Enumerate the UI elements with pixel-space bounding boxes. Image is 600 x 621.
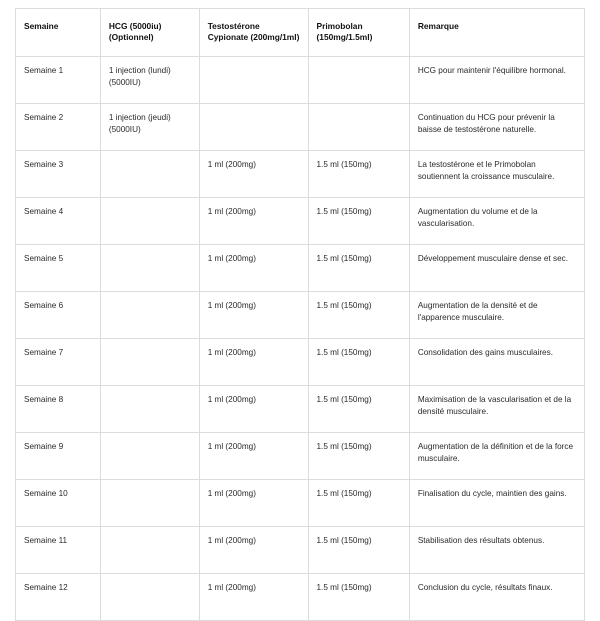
table-row bbox=[16, 385, 585, 432]
cell-remark: Augmentation de la définition et de la force musculaire. bbox=[409, 432, 584, 479]
cell-remark: Augmentation de la densité et de l'apparence musculaire. bbox=[409, 291, 584, 338]
cell-week: Semaine 1 bbox=[16, 56, 101, 103]
table-header bbox=[16, 9, 585, 57]
cell-primobolan: 1.5 ml (150mg) bbox=[308, 432, 409, 479]
cell-hcg bbox=[100, 385, 199, 432]
cell-hcg bbox=[100, 338, 199, 385]
cell-week: Semaine 9 bbox=[16, 432, 101, 479]
cycle-schedule-table bbox=[15, 8, 585, 621]
cell-remark: La testostérone et le Primobolan soutiennent la croissance musculaire. bbox=[409, 150, 584, 197]
table-row bbox=[16, 338, 585, 385]
cell-primobolan: 1.5 ml (150mg) bbox=[308, 385, 409, 432]
cell-hcg bbox=[100, 150, 199, 197]
cell-testosterone: 1 ml (200mg) bbox=[199, 244, 308, 291]
cell-primobolan: 1.5 ml (150mg) bbox=[308, 244, 409, 291]
cell-primobolan: 1.5 ml (150mg) bbox=[308, 526, 409, 573]
cell-primobolan: 1.5 ml (150mg) bbox=[308, 197, 409, 244]
cell-week: Semaine 5 bbox=[16, 244, 101, 291]
column-header-semaine: Semaine bbox=[16, 9, 101, 57]
cell-remark: Développement musculaire dense et sec. bbox=[409, 244, 584, 291]
table-row bbox=[16, 56, 585, 103]
cell-testosterone: 1 ml (200mg) bbox=[199, 150, 308, 197]
table-row bbox=[16, 573, 585, 620]
cell-testosterone: 1 ml (200mg) bbox=[199, 479, 308, 526]
cell-remark: Stabilisation des résultats obtenus. bbox=[409, 526, 584, 573]
cell-testosterone: 1 ml (200mg) bbox=[199, 573, 308, 620]
cell-hcg: 1 injection (lundi) (5000IU) bbox=[100, 56, 199, 103]
cell-hcg bbox=[100, 432, 199, 479]
table-row bbox=[16, 432, 585, 479]
table-row bbox=[16, 291, 585, 338]
cell-primobolan: 1.5 ml (150mg) bbox=[308, 479, 409, 526]
cell-remark: Continuation du HCG pour prévenir la baisse de testostérone naturelle. bbox=[409, 103, 584, 150]
cell-week: Semaine 3 bbox=[16, 150, 101, 197]
cell-primobolan bbox=[308, 103, 409, 150]
table-row bbox=[16, 526, 585, 573]
cell-primobolan: 1.5 ml (150mg) bbox=[308, 573, 409, 620]
cell-testosterone bbox=[199, 103, 308, 150]
cell-testosterone: 1 ml (200mg) bbox=[199, 197, 308, 244]
cell-remark: Maximisation de la vascularisation et de la densité musculaire. bbox=[409, 385, 584, 432]
cell-hcg: 1 injection (jeudi) (5000IU) bbox=[100, 103, 199, 150]
cell-hcg bbox=[100, 573, 199, 620]
cell-week: Semaine 2 bbox=[16, 103, 101, 150]
cell-week: Semaine 4 bbox=[16, 197, 101, 244]
cell-remark: HCG pour maintenir l'équilibre hormonal. bbox=[409, 56, 584, 103]
column-header-remarque: Remarque bbox=[409, 9, 584, 57]
table-row bbox=[16, 103, 585, 150]
table-header-row bbox=[16, 9, 585, 57]
table-row bbox=[16, 197, 585, 244]
cell-hcg bbox=[100, 291, 199, 338]
cell-remark: Finalisation du cycle, maintien des gains. bbox=[409, 479, 584, 526]
cell-hcg bbox=[100, 526, 199, 573]
cell-week: Semaine 7 bbox=[16, 338, 101, 385]
cell-primobolan bbox=[308, 56, 409, 103]
cell-primobolan: 1.5 ml (150mg) bbox=[308, 338, 409, 385]
cell-hcg bbox=[100, 479, 199, 526]
cell-remark: Consolidation des gains musculaires. bbox=[409, 338, 584, 385]
column-header-testosterone-cypionate: Testostérone Cypionate (200mg/1ml) bbox=[199, 9, 308, 57]
cell-week: Semaine 10 bbox=[16, 479, 101, 526]
cell-testosterone: 1 ml (200mg) bbox=[199, 432, 308, 479]
table-row bbox=[16, 244, 585, 291]
cell-primobolan: 1.5 ml (150mg) bbox=[308, 291, 409, 338]
column-header-primobolan: Primobolan (150mg/1.5ml) bbox=[308, 9, 409, 57]
cell-week: Semaine 11 bbox=[16, 526, 101, 573]
cell-remark: Conclusion du cycle, résultats finaux. bbox=[409, 573, 584, 620]
cell-testosterone: 1 ml (200mg) bbox=[199, 338, 308, 385]
cell-week: Semaine 12 bbox=[16, 573, 101, 620]
cell-hcg bbox=[100, 197, 199, 244]
cell-testosterone: 1 ml (200mg) bbox=[199, 385, 308, 432]
cell-remark: Augmentation du volume et de la vascularisation. bbox=[409, 197, 584, 244]
cell-testosterone bbox=[199, 56, 308, 103]
cell-testosterone: 1 ml (200mg) bbox=[199, 526, 308, 573]
cell-week: Semaine 6 bbox=[16, 291, 101, 338]
cell-week: Semaine 8 bbox=[16, 385, 101, 432]
table-body bbox=[16, 56, 585, 620]
table-row bbox=[16, 479, 585, 526]
cell-testosterone: 1 ml (200mg) bbox=[199, 291, 308, 338]
cell-primobolan: 1.5 ml (150mg) bbox=[308, 150, 409, 197]
table-row bbox=[16, 150, 585, 197]
column-header-hcg: HCG (5000iu) (Optionnel) bbox=[100, 9, 199, 57]
cell-hcg bbox=[100, 244, 199, 291]
